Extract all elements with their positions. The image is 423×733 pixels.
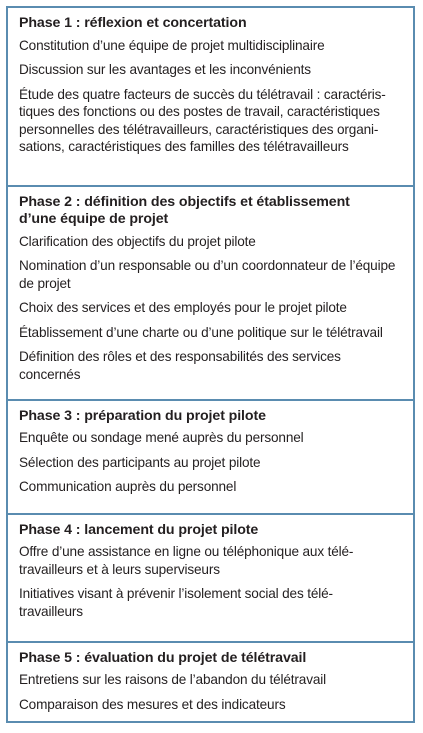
phase-5-item: Entretiens sur les raisons de l’abandon du télétravail [19,672,327,688]
phase-2-title: Phase 2 : définition des objectifs et établissement d’une équipe de projet [19,193,350,228]
phase-3-item: Enquête ou sondage mené auprès du personnel [19,430,304,446]
phase-2-item: Choix des services et des employés pour le projet pilote [19,300,347,316]
phase-4-item: Initiatives visant à prévenir l’isolement social des télé- travailleurs [19,586,333,619]
phase-4-title: Phase 4 : lancement du projet pilote [19,521,259,538]
phase-3-item: Sélection des participants au projet pilote [19,454,261,470]
phase-2-item: Définition des rôles et des responsabilités des services concernés [19,349,341,382]
phase-1-item: Étude des quatre facteurs de succès du télétravail : caractéris- tiques des fonctions ou des postes de travail, caractéristiques personnelles des télétravailleurs, caractéristiques des organi- sations, caractéristiques des familles des télétravailleurs [19,86,386,154]
phase-2-item: Clarification des objectifs du projet pilote [19,233,256,249]
phase-2-section [8,187,413,401]
phase-1-section [8,8,413,187]
phase-4-item: Offre d’une assistance en ligne ou téléphonique aux télé- travailleurs et à leurs superviseurs [19,544,354,577]
phase-1-title: Phase 1 : réflexion et concertation [19,15,247,31]
phase-3-title: Phase 3 : préparation du projet pilote [19,407,266,424]
phase-5-title: Phase 5 : évaluation du projet de télétravail [19,649,307,666]
phase-5-section [8,643,413,722]
phase-3-item: Communication auprès du personnel [19,479,237,495]
phase-1-item: Discussion sur les avantages et les inconvénients [19,62,311,77]
phase-2-item: Établissement d’une charte ou d’une politique sur le télétravail [19,324,383,340]
phase-5-item: Comparaison des mesures et des indicateurs [19,696,286,712]
phase-4-section [8,515,413,643]
phase-1-item: Constitution d’une équipe de projet multidisciplinaire [19,37,325,53]
phase-3-section [8,401,413,515]
phase-2-item: Nomination d’un responsable ou d’un coordonnateur de l’équipe de projet [19,258,396,291]
phases-table [6,6,415,723]
